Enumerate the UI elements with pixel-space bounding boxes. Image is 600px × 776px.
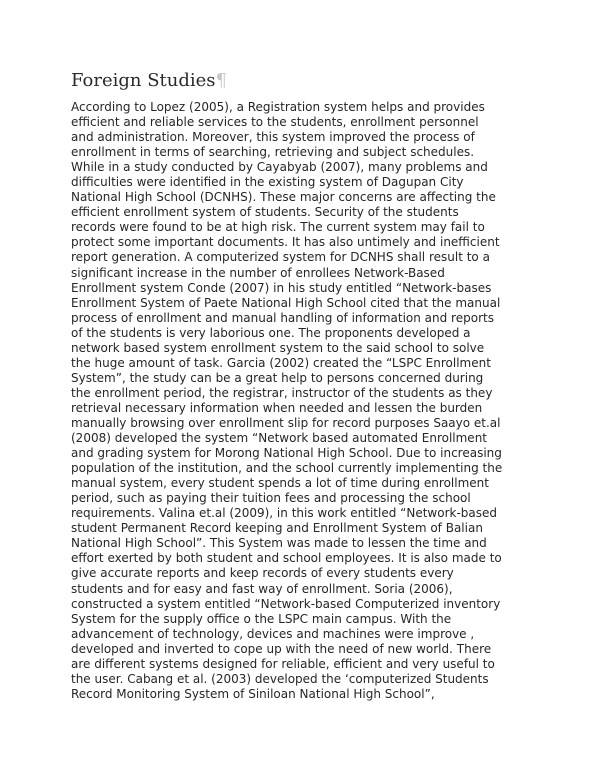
paragraph-line: requirements. Valina et.al (2009), in this work entitled “Network-based xyxy=(71,506,498,521)
paragraph-line: are different systems designed for reliable, efficient and very useful to xyxy=(71,656,495,671)
paragraph-line: retrieval necessary information when needed and lessen the burden xyxy=(71,400,483,415)
paragraph-line: National High School”. This System was made to lessen the time and xyxy=(71,536,487,551)
paragraph-line: the huge amount of task. Garcia (2002) created the “LSPC Enrollment xyxy=(71,355,491,370)
paragraph-line: advancement of technology, devices and machines were improve , xyxy=(71,626,475,641)
paragraph-line: Enrollment system Conde (2007) in his study entitled “Network-bases xyxy=(71,280,492,295)
paragraph-line: National High School (DCNHS). These major concerns are affecting the xyxy=(71,190,496,205)
paragraph-line: protect some important documents. It has also untimely and inefficient xyxy=(71,235,500,250)
paragraph-line: effort exerted by both student and school employees. It is also made to xyxy=(71,551,502,566)
pilcrow-icon: ¶ xyxy=(215,70,227,91)
paragraph-line: period, such as paying their tuition fees and processing the school xyxy=(71,491,471,506)
section-heading xyxy=(71,70,227,92)
paragraph-line: the enrollment period, the registrar, instructor of the students as they xyxy=(71,385,493,400)
paragraph-line: developed and inverted to cope up with the need of new world. There xyxy=(71,641,492,656)
paragraph-line: difficulties were identified in the existing system of Dagupan City xyxy=(71,175,464,190)
paragraph-line: records were found to be at high risk. The current system may fail to xyxy=(71,220,485,235)
paragraph-line: student Permanent Record keeping and Enrollment System of Balian xyxy=(71,521,483,536)
paragraph-line: and grading system for Morong National High School. Due to increasing xyxy=(71,446,502,461)
paragraph-line: Record Monitoring System of Siniloan National High School”, xyxy=(71,686,435,701)
paragraph-line: significant increase in the number of enrollees Network-Based xyxy=(71,265,445,280)
paragraph-line: manually browsing over enrollment slip for record purposes Saayo et.al xyxy=(71,415,501,430)
paragraph-line: System for the supply office o the LSPC main campus. With the xyxy=(71,611,452,626)
paragraph-line: While in a study conducted by Cayabyab (2007), many problems and xyxy=(71,160,488,175)
paragraph-line: constructed a system entitled “Network-based Computerized inventory xyxy=(71,596,501,611)
paragraph-line: and administration. Moreover, this system improved the process of xyxy=(71,130,475,145)
paragraph-line: (2008) developed the system “Network based automated Enrollment xyxy=(71,431,488,446)
paragraph-line: of the students is very laborious one. The proponents developed a xyxy=(71,325,471,340)
paragraph-line: network based system enrollment system to the said school to solve xyxy=(71,340,485,355)
paragraph-line: population of the institution, and the school currently implementing the xyxy=(71,461,503,476)
paragraph-line: efficient enrollment system of students. Security of the students xyxy=(71,205,459,220)
paragraph-line: Enrollment System of Paete National High School cited that the manual xyxy=(71,295,501,310)
paragraph-line: report generation. A computerized system for DCNHS shall result to a xyxy=(71,250,490,265)
paragraph-line: System”, the study can be a great help to persons concerned during xyxy=(71,370,484,385)
paragraph-line: the user. Cabang et al. (2003) developed the ‘computerized Students xyxy=(71,671,489,686)
paragraph-line: efficient and reliable services to the students, enrollment personnel xyxy=(71,115,479,130)
paragraph-line: give accurate reports and keep records of every students every xyxy=(71,566,454,581)
heading-text: Foreign Studies xyxy=(71,70,216,91)
paragraph-line: enrollment in terms of searching, retrieving and subject schedules. xyxy=(71,145,475,160)
paragraph-line: manual system, every student spends a lot of time during enrollment xyxy=(71,476,489,491)
paragraph-line: process of enrollment and manual handling of information and reports xyxy=(71,310,494,325)
paragraph-line: students and for easy and fast way of enrollment. Soria (2006), xyxy=(71,581,453,596)
paragraph-line: According to Lopez (2005), a Registration system helps and provides xyxy=(71,100,485,114)
body-paragraph xyxy=(71,100,502,702)
